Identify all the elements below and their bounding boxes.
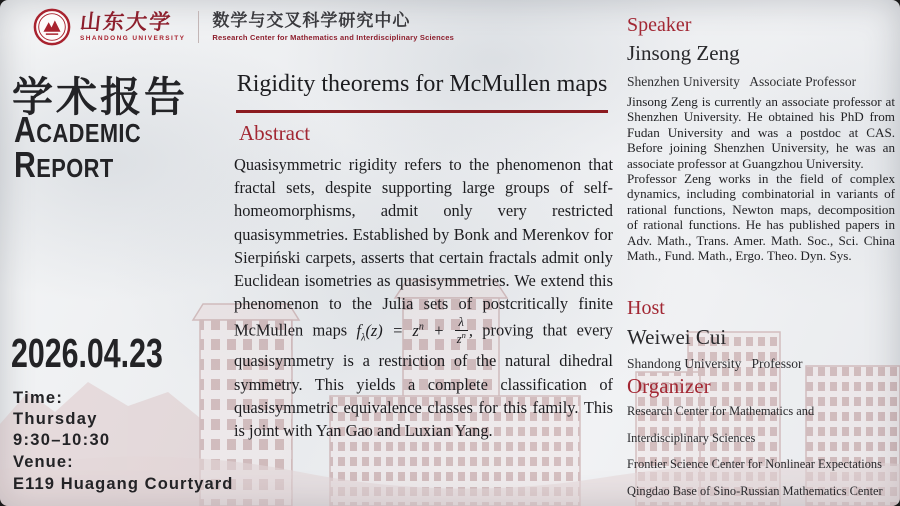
formula-fraction: $\frac{\lambda}{z^n}$ bbox=[456, 315, 466, 346]
organizer-heading: Organizer bbox=[627, 374, 711, 398]
venue-label: Venue: bbox=[13, 453, 74, 471]
center-name-cn: 数学与交叉科学研究中心 bbox=[212, 10, 411, 30]
event-date: 2026.04.23 bbox=[11, 330, 163, 376]
university-seal-icon bbox=[33, 8, 71, 46]
speaker-name: Jinsong Zeng bbox=[627, 41, 740, 65]
time-range: 9:30–10:30 bbox=[13, 431, 111, 449]
abstract-paragraph bbox=[234, 153, 613, 442]
speaker-bio-paragraph-1: Jinsong Zeng is currently an associate professor at Shenzhen University. He obtained his PhD from Fudan University and was a postdoc at CAS. Before joining Shenzhen University, he was an associate professor at Guangzhou University. bbox=[627, 94, 895, 171]
university-name-en: SHANDONG UNIVERSITY bbox=[80, 35, 186, 42]
header-brand bbox=[33, 8, 454, 46]
center-wordmark bbox=[212, 12, 454, 43]
poster-title-en-line1: ACADEMIC bbox=[14, 109, 142, 150]
center-name-en: Research Center for Mathematics and Interdisciplinary Sciences bbox=[212, 33, 454, 43]
speaker-bio bbox=[627, 94, 895, 263]
time-day: Thursday bbox=[13, 410, 98, 428]
university-name-cn: 山东大学 bbox=[78, 10, 174, 34]
talk-title: Rigidity theorems for McMullen maps bbox=[236, 71, 608, 97]
poster-title-cn: 学术报告 bbox=[12, 74, 188, 120]
poster-title-en bbox=[14, 109, 142, 186]
organizer-item: Frontier Science Center for Nonlinear Expectations bbox=[627, 457, 882, 471]
speaker-bio-paragraph-2: Professor Zeng works in the field of complex dynamics, including combinatorial in variants of rational functions, Newton maps, decomposition of rational functions. He has published papers in Adv. Math., Trans. Amer. Math. Soc., Sci. China Math., Fund. Math., Ergo. Theo. Dyn. Sys. bbox=[627, 171, 895, 264]
abstract-text-before: Quasisymmetric rigidity refers to the phenomenon that fractal sets, despite supporting large groups of self-homeomorphisms, admit only very restricted quasisymmetries. Established by Bonk and Merenkov for Sierpiński carpets, asserts that certain fractals admit only Euclidean isometries as quasisymmetries. We extend this phenomenon to the Julia sets of postcritically finite McMullen maps bbox=[234, 155, 613, 340]
event-venue-block bbox=[13, 451, 233, 495]
title-underline bbox=[236, 110, 608, 113]
organizer-item: Qingdao Base of Sino-Russian Mathematics Center bbox=[627, 483, 883, 498]
venue-value: E119 Huagang Courtyard bbox=[13, 475, 234, 493]
host-heading: Host bbox=[627, 297, 665, 319]
brand-divider bbox=[198, 11, 199, 43]
host-name: Weiwei Cui bbox=[627, 325, 727, 349]
host-affiliation: Shandong University Professor bbox=[627, 356, 803, 371]
organizer-item: Research Center for Mathematics and Interdisciplinary Sciences bbox=[627, 404, 815, 445]
time-label: Time: bbox=[13, 389, 64, 407]
mcmullen-formula: $f_\lambda(z) = z^n$ + $\frac{\lambda}{z^n}$ , bbox=[356, 315, 473, 346]
university-wordmark bbox=[80, 12, 185, 42]
abstract-text-after: proving that every quasisymmetry is a restriction of the natural dihedral symmetry. This yields a complete classification of quasisymmetric equivalence classes for this family. This is joint with Yan Gao and Luxian Yang. bbox=[234, 320, 613, 440]
speaker-heading: Speaker bbox=[627, 14, 692, 36]
speaker-affiliation: Shenzhen University Associate Professor bbox=[627, 74, 857, 89]
event-time-block bbox=[13, 388, 110, 451]
poster-title-en-line2: REPORT bbox=[14, 144, 114, 186]
abstract-heading: Abstract bbox=[239, 121, 311, 145]
organizer-list bbox=[627, 398, 897, 504]
